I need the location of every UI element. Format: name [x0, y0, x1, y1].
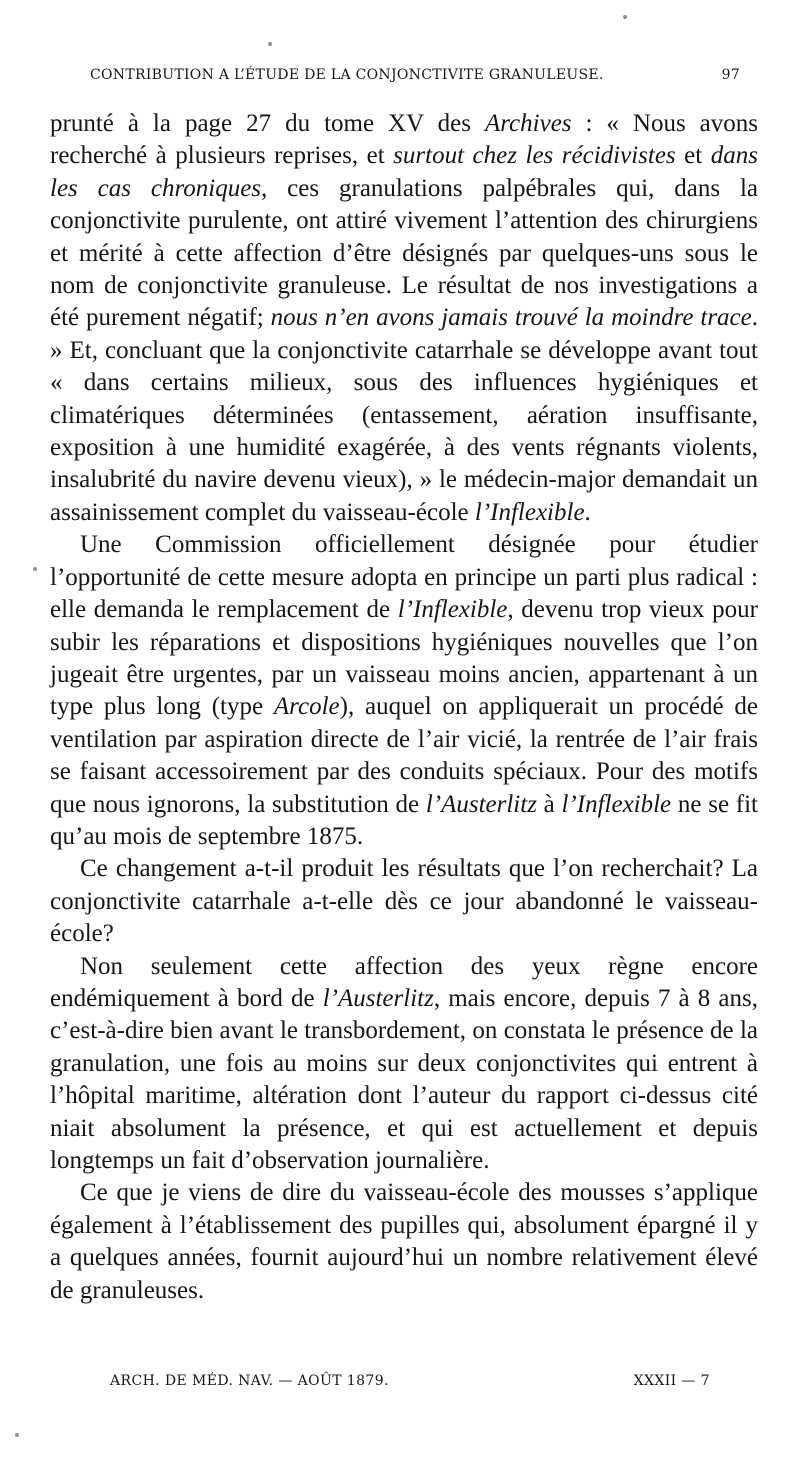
- paragraph-2-italic-3: l’Austerlitz: [425, 790, 537, 818]
- paragraph-1-italic-5: l’Inflexible: [474, 498, 585, 526]
- paragraph-4-italic-1: l’Austerlitz: [322, 984, 434, 1012]
- body-text: [50, 108, 758, 1307]
- paragraph-2-text-3: ), auquel on appliquerait un procédé de ventilation par aspiration directe de l’air vicié, la rentrée de l’air frais se faisant accessoirement par des conduits spéciaux. Pour des motifs que nous ignorons, la substitution de: [50, 693, 758, 818]
- scan-speck: [15, 1433, 19, 1437]
- paragraph-2-text-2: , devenu trop vieux pour subir les réparations et dispositions hygiéniques nouvelles que l’on jugeait être urgentes, par un vaisseau moins ancien, appartenant à un type plus long (type: [50, 596, 758, 721]
- paragraph-4-text-1: Non seulement cette affection des yeux règne encore endémiquement à bord de: [50, 952, 758, 1012]
- paragraph-1-text-5: . » Et, concluant que la conjonctivite catarrhale se développe avant tout « dans certains milieux, sous des influences hygiéniques et climatériques déterminées (entassement, aération insuffisante, exposition à une humidité exagérée, à des vents régnants violents, insalubrité du navire devenu vieux), » le médecin-major demandait un assainissement complet du vaisseau-école: [50, 304, 758, 526]
- running-header: [72, 67, 740, 91]
- paragraph-2-text-5: ne se fit qu’au mois de septembre 1875.: [50, 790, 758, 850]
- running-header-title: CONTRIBUTION A L’ÉTUDE DE LA CONJONCTIVITE GRANULEUSE.: [90, 67, 604, 83]
- scan-speck: [33, 567, 37, 571]
- scan-speck: [268, 42, 272, 46]
- paragraph-1-italic-4: nous n’en avons jamais trouvé la moindre trace: [270, 304, 752, 332]
- paragraph-1-text-2: : « Nous avons recherché à plusieurs reprises, et: [50, 110, 758, 170]
- signature-mark: XXXII — 7: [633, 1373, 710, 1389]
- paragraph-5-text-1: Ce que je viens de dire du vaisseau-école des mousses s’applique également à l’établissement des pupilles qui, absolument épargné il y a quelques années, fournit aujourd’hui un nombre relativement élevé de granuleuses.: [50, 1179, 758, 1304]
- paragraph-2-text-1: Une Commission officiellement désignée pour étudier l’opportunité de cette mesure adopta en principe un parti plus radical : elle demanda le remplacement de: [50, 531, 758, 624]
- paragraph-2-italic-2: Arcole: [273, 693, 340, 721]
- journal-citation: ARCH. DE MÉD. NAV. — AOÛT 1879.: [110, 1373, 389, 1389]
- paragraph-1-italic-3: dans les cas chroniques: [50, 142, 758, 202]
- paragraph-1-text-4: , ces granulations palpébrales qui, dans la conjonctivite purulente, ont attiré vivement l’attention des chirurgiens et mérité à cette affection d’être désignés par quelques-uns sous le nom de conjonctivite granuleuse. Le résultat de nos investigations a été purement négatif;: [50, 174, 759, 332]
- scan-speck: [623, 15, 627, 19]
- paragraph-3: [50, 853, 758, 950]
- paragraph-1-text-6: .: [584, 498, 591, 526]
- paragraph-3-text-1: Ce changement a-t-il produit les résultats que l’on recherchait? La conjonctivite catarrhale a-t-elle dès ce jour abandonné le vaisseau-école?: [50, 855, 758, 948]
- paragraph-1-text-3: et: [675, 142, 711, 170]
- paragraph-5: [50, 1177, 758, 1307]
- paragraph-2-italic-1: l’Inflexible: [397, 596, 508, 624]
- page-footer: [110, 1373, 710, 1397]
- paragraph-1-italic-2: surtout chez les récidivistes: [393, 142, 676, 170]
- paragraph-1: [50, 108, 758, 529]
- paragraph-2: [50, 529, 758, 853]
- paragraph-1-text-1: prunté à la page 27 du tome XV des: [50, 110, 485, 137]
- paragraph-2-text-4: à: [536, 790, 562, 818]
- paragraph-4-text-2: , mais encore, depuis 7 à 8 ans, c’est-à-dire bien avant le transbordement, on constata le présence de la granulation, une fois au moins sur deux conjonctivites qui entrent à l’hôpital maritime, altération dont l’auteur du rapport ci-dessus cité niait absolument la présence, et qui est actuellement et depuis longtemps un fait d’observation journalière.: [50, 984, 758, 1174]
- page-number: 97: [721, 67, 740, 83]
- paragraph-1-italic-1: Archives: [484, 110, 572, 137]
- paragraph-2-italic-4: l’Inflexible: [561, 790, 672, 818]
- paragraph-4: [50, 951, 758, 1178]
